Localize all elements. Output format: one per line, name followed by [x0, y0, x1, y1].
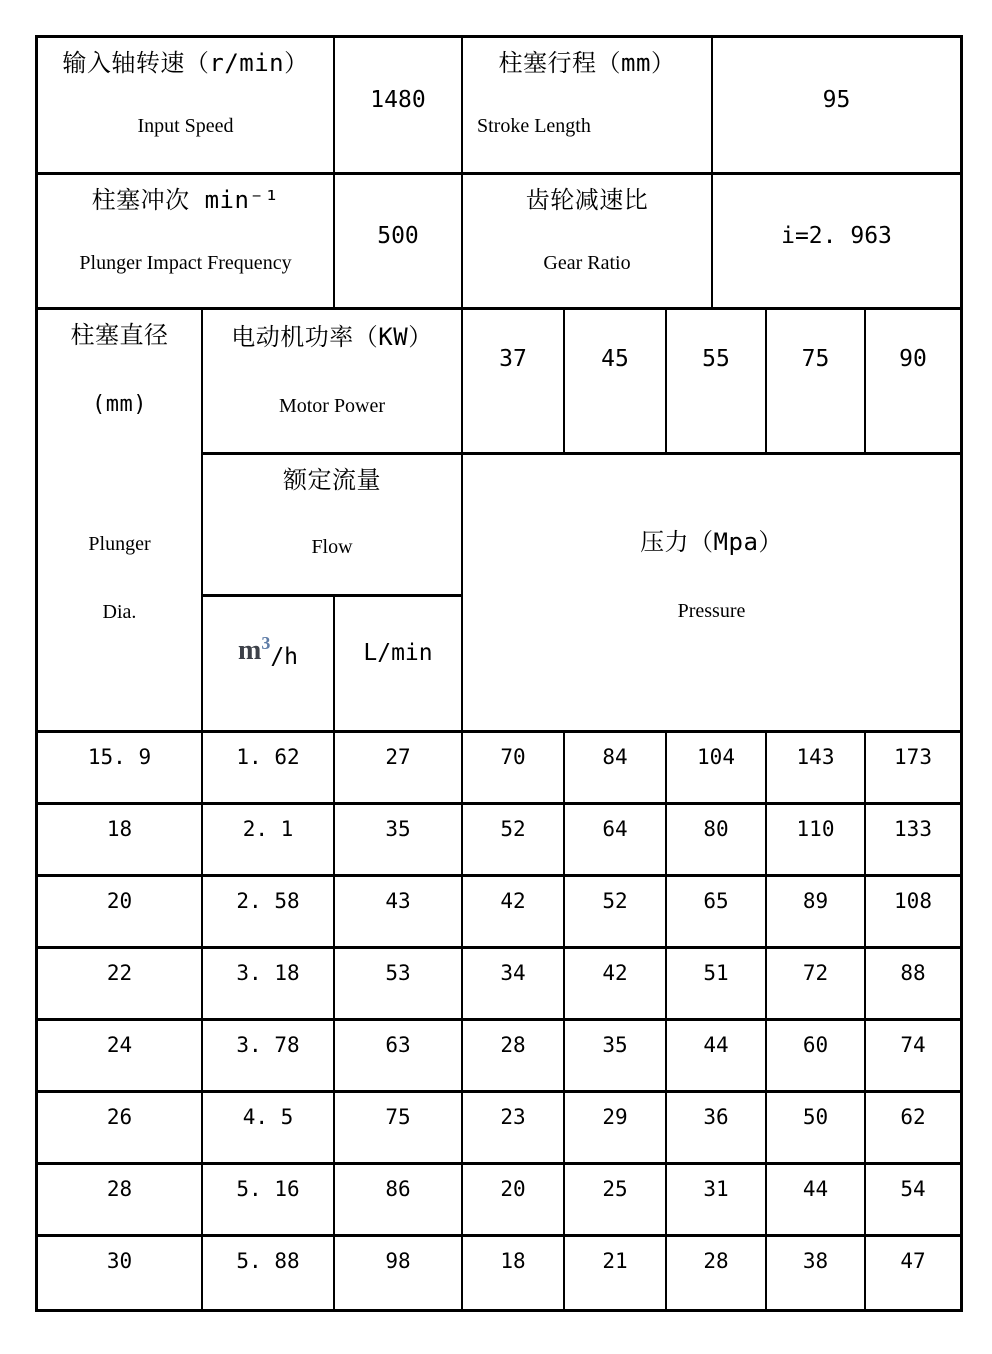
- stroke-length-value-cell: [713, 38, 960, 175]
- data-cell: 15. 9: [38, 733, 203, 805]
- data-cell: 5. 88: [203, 1237, 335, 1309]
- data-cell: 74: [866, 1021, 960, 1093]
- motor-power-value: 55: [702, 346, 730, 372]
- data-cell: 28: [667, 1237, 767, 1309]
- data-cell: 31: [667, 1165, 767, 1237]
- stroke-length-label-en: Stroke Length: [477, 115, 591, 137]
- data-cell: 60: [767, 1021, 866, 1093]
- motor-power-value-cell: [565, 310, 667, 455]
- data-cell: 23: [463, 1093, 565, 1165]
- data-cell: 143: [767, 733, 866, 805]
- flow-unit-m3-sup: 3: [261, 632, 271, 653]
- impact-frequency-label-cell: [38, 175, 335, 310]
- data-cell: 88: [866, 949, 960, 1021]
- data-cell: 42: [463, 877, 565, 949]
- data-cell: 20: [463, 1165, 565, 1237]
- motor-power-value-cell: [463, 310, 565, 455]
- flow-unit-m3-base: m: [237, 634, 262, 666]
- motor-power-value: 90: [899, 346, 927, 372]
- flow-unit-m3h: [237, 632, 299, 670]
- data-cell: 25: [565, 1165, 667, 1237]
- data-cell: 173: [866, 733, 960, 805]
- motor-power-value-cell: [866, 310, 960, 455]
- data-cell: 80: [667, 805, 767, 877]
- spec-table: [35, 35, 963, 1312]
- plunger-dia-label-en1: Plunger: [88, 533, 151, 555]
- data-cell: 47: [900, 1249, 926, 1273]
- data-cell: 35: [565, 1021, 667, 1093]
- data-cell: 18: [463, 1237, 565, 1309]
- data-cell: 75: [335, 1093, 463, 1165]
- data-cell: 43: [335, 877, 463, 949]
- motor-power-label-zh: 电动机功率（KW）: [231, 323, 433, 351]
- spec-table-main-section: [38, 310, 960, 1309]
- data-cell: 44: [667, 1021, 767, 1093]
- data-cell: 44: [767, 1165, 866, 1237]
- plunger-dia-label-zh: 柱塞直径: [70, 321, 169, 349]
- data-cell: 26: [38, 1093, 203, 1165]
- data-cell: 4. 5: [203, 1093, 335, 1165]
- data-cell: 28: [38, 1165, 203, 1237]
- data-cell: 28: [463, 1021, 565, 1093]
- data-cell: 36: [667, 1093, 767, 1165]
- data-cell: 89: [767, 877, 866, 949]
- pressure-header-cell: [463, 455, 960, 733]
- data-cell: 70: [463, 733, 565, 805]
- data-cell: 50: [767, 1093, 866, 1165]
- flow-unit-m3-suffix: /h: [270, 643, 299, 670]
- flow-label-en: Flow: [311, 536, 353, 558]
- plunger-dia-label-en2: Dia.: [102, 601, 137, 623]
- data-cell: 5. 16: [203, 1165, 335, 1237]
- stroke-length-label-cell: [463, 38, 713, 175]
- data-cell: 110: [767, 805, 866, 877]
- data-cell: 104: [667, 733, 767, 805]
- flow-unit-lmin: L/min: [363, 639, 433, 666]
- data-cell: 38: [767, 1237, 866, 1309]
- input-speed-label-zh: 输入轴转速（r/min）: [62, 49, 309, 77]
- data-cell: 2. 58: [203, 877, 335, 949]
- data-cell: 42: [565, 949, 667, 1021]
- data-cell: 72: [767, 949, 866, 1021]
- motor-power-value: 37: [499, 346, 527, 372]
- pressure-label-en: Pressure: [677, 600, 746, 622]
- data-cell: 51: [667, 949, 767, 1021]
- data-cell: 108: [866, 877, 960, 949]
- input-speed-label-cell: [38, 38, 335, 175]
- flow-label-zh: 额定流量: [283, 466, 381, 494]
- data-cell: 52: [565, 877, 667, 949]
- data-cell: 65: [667, 877, 767, 949]
- flow-label-cell: [203, 455, 463, 597]
- data-cell: 29: [565, 1093, 667, 1165]
- gear-ratio-label-cell: [463, 175, 713, 310]
- flow-unit-m3h-cell: [203, 597, 335, 733]
- data-cell: 3. 18: [203, 949, 335, 1021]
- data-cell: 53: [335, 949, 463, 1021]
- gear-ratio-label-zh: 齿轮减速比: [525, 186, 649, 214]
- data-cell: 21: [565, 1237, 667, 1309]
- impact-frequency-label-en: Plunger Impact Frequency: [79, 252, 292, 274]
- gear-ratio-value: i=2. 963: [781, 223, 892, 249]
- motor-power-value-cell: [667, 310, 767, 455]
- data-cell: 98: [335, 1237, 463, 1309]
- data-cell: 52: [463, 805, 565, 877]
- data-cell: 3. 78: [203, 1021, 335, 1093]
- stroke-length-value: 95: [822, 87, 851, 113]
- impact-frequency-label-zh: 柱塞冲次 min⁻¹: [91, 186, 280, 214]
- input-speed-value: 1480: [370, 87, 426, 113]
- data-cell: 22: [38, 949, 203, 1021]
- data-cell: 63: [335, 1021, 463, 1093]
- flow-unit-lmin-cell: [335, 597, 463, 733]
- data-cell: 133: [866, 805, 960, 877]
- input-speed-value-cell: [335, 38, 463, 175]
- data-cell: 54: [866, 1165, 960, 1237]
- stroke-length-label-zh: 柱塞行程（mm）: [498, 49, 676, 77]
- plunger-dia-header-cell: [38, 310, 203, 733]
- gear-ratio-value-cell: [713, 175, 960, 310]
- pressure-label-zh: 压力（Mpa）: [640, 528, 783, 556]
- data-cell: 84: [565, 733, 667, 805]
- data-cell: 64: [565, 805, 667, 877]
- motor-power-value: 45: [601, 346, 629, 372]
- data-cell: 30: [38, 1237, 203, 1309]
- data-cell: 35: [335, 805, 463, 877]
- spec-table-top-section: [38, 38, 960, 310]
- motor-power-value-cell: [767, 310, 866, 455]
- data-cell: 24: [38, 1021, 203, 1093]
- impact-frequency-value-cell: [335, 175, 463, 310]
- plunger-dia-unit: (mm): [92, 392, 147, 417]
- motor-power-value: 75: [801, 346, 830, 372]
- gear-ratio-label-en: Gear Ratio: [543, 252, 631, 274]
- data-cell: 34: [463, 949, 565, 1021]
- data-cell: 1. 62: [203, 733, 335, 805]
- data-cell: 86: [335, 1165, 463, 1237]
- motor-power-label-en: Motor Power: [278, 395, 386, 417]
- data-cell: 20: [38, 877, 203, 949]
- data-cell: 62: [866, 1093, 960, 1165]
- data-cell: 18: [38, 805, 203, 877]
- input-speed-label-en: Input Speed: [137, 115, 234, 137]
- data-cell: 2. 1: [203, 805, 335, 877]
- impact-frequency-value: 500: [377, 223, 419, 249]
- data-cell: 27: [335, 733, 463, 805]
- motor-power-label-cell: [203, 310, 463, 455]
